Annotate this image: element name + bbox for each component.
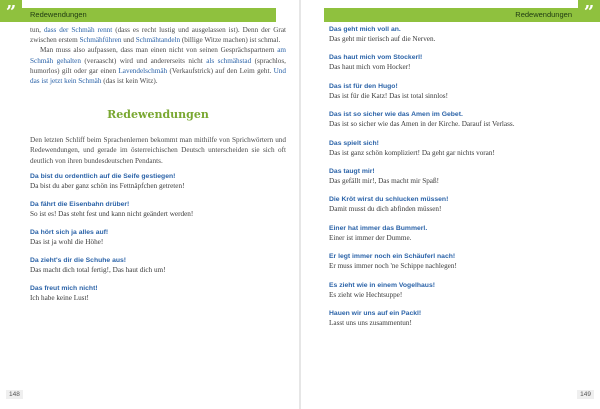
austrian-phrase: Es zieht wie in einem Vogelhaus! [329,281,436,289]
austrian-phrase: Einer hat immer das Bummerl. [329,224,428,232]
phrase-item [329,53,585,72]
german-equivalent: Das ist für die Katz! Das ist total sinnlos! [329,91,448,100]
highlighted-term: als schmähstad [206,56,252,65]
german-equivalent: Das haut mich vom Hocker! [329,63,411,72]
page-number: 148 [6,390,23,399]
austrian-phrase: Hauen wir uns auf ein Packl! [329,309,422,317]
german-equivalent: Das ist ja wohl die Höhe! [30,237,104,246]
paragraph-text: tun, [30,26,44,34]
left-page [0,0,299,409]
intro-paragraph: Den letzten Schliff beim Sprachenlernen bekommt man mithilfe von Sprichwörtern und Redewendungen, und gerade im österreichischen Deutsch unterscheiden sie sich oft deutlich von ihren bundesdeutschen Pendants. [30,136,286,165]
phrase-item [30,256,286,275]
phrase-list [329,25,585,328]
german-equivalent: Er muss immer noch 'ne Schippe nachlegen! [329,262,457,271]
paragraph-text: (billige Witze machen) ist schmal. [180,36,281,45]
german-equivalent: So ist es! Das steht fest und kann nicht geändert werden! [30,209,194,218]
german-equivalent: Das macht dich total fertig!, Das haut dich um! [30,265,166,274]
german-equivalent: Damit musst du dich abfinden müssen! [329,205,442,214]
phrase-item [329,309,585,328]
phrase-item [30,284,286,303]
german-equivalent: Das ist ganz schön kompliziert! Da geht gar nichts voran! [329,148,495,157]
paragraph-text: (das ist kein Witz). [101,77,158,86]
paragraph-1 [30,25,286,45]
austrian-phrase: Da fährt die Eisenbahn drüber! [30,200,130,208]
paragraph-text: und [121,36,136,45]
phrase-item [30,200,286,219]
highlighted-term: Schmähführen [79,36,122,45]
german-equivalent: Das geht mir tierisch auf die Nerven. [329,35,436,43]
austrian-phrase: Da bist du ordentlich auf die Seife gestiegen! [30,172,176,180]
german-equivalent: Das gefällt mir!, Das macht mir Spaß! [329,176,439,185]
left-text-column [30,25,286,312]
paragraph-text: (veraascht) wird und andererseits nicht [80,56,207,65]
austrian-phrase: Er legt immer noch ein Schäuferl nach! [329,253,456,261]
phrase-item [329,82,585,101]
quote-icon: ” [0,0,22,22]
page-number: 149 [577,390,594,399]
highlighted-term: dass der Schmäh rennt [43,26,113,34]
right-page [301,0,600,409]
phrase-item [329,252,585,271]
paragraph-text: (Verkaufstrick) auf den Leim geht. [167,66,274,75]
header-bar [324,8,600,22]
austrian-phrase: Das geht mich voll an. [329,26,401,33]
phrase-list [30,172,286,303]
header-title: Redewendungen [30,10,87,19]
phrase-item [329,25,585,44]
highlighted-term: Lavendelschmäh [118,66,168,75]
header-title: Redewendungen [515,10,572,19]
austrian-phrase: Das freut mich nicht! [30,284,98,292]
quote-icon: ” [578,0,600,22]
german-equivalent: Ich habe keine Lust! [30,293,89,302]
german-equivalent: Einer ist immer der Dumme. [329,233,412,242]
paragraph-text: (dass es recht lustig und ausgelassen ist). Denn der Grat zwischen erstem [30,26,287,45]
austrian-phrase: Die Kröt wirst du schlucken müssen! [329,196,449,204]
phrase-item [329,110,585,129]
highlighted-term: Schmähtandeln [135,36,181,45]
section-heading: Redewendungen [107,108,209,122]
austrian-phrase: Das ist für den Hugo! [329,82,398,90]
austrian-phrase: Das ist so sicher wie das Amen im Gebet. [329,111,463,119]
austrian-phrase: Da hört sich ja alles auf! [30,228,109,236]
austrian-phrase: Das taugt mir! [329,167,375,175]
highlighted-term: am Schmäh gehalten [30,46,286,65]
german-equivalent: Da bist du aber ganz schön ins Fettnäpfchen getreten! [30,181,185,190]
right-text-column [329,25,585,337]
phrase-item [329,281,585,300]
phrase-item [329,224,585,243]
phrase-item [30,228,286,247]
phrase-item [329,195,585,214]
phrase-item [329,167,585,186]
german-equivalent: Das ist so sicher wie das Amen in der Kirche. Darauf ist Verlass. [329,120,515,129]
german-equivalent: Lasst uns uns zusammentun! [329,318,412,327]
phrase-item [329,139,585,158]
german-equivalent: Es zieht wie Hechtsuppe! [329,290,403,299]
highlighted-term: Und das ist jetzt kein Schmäh [30,66,286,86]
austrian-phrase: Das haut mich vom Stockerl! [329,54,423,62]
paragraph-2 [30,45,286,86]
header-bar [0,8,276,22]
austrian-phrase: Da zieht's dir die Schuhe aus! [30,256,127,264]
paragraph-text: (sprachlos, humorlos) gilt oder gar einen [30,56,286,75]
austrian-phrase: Das spielt sich! [329,139,379,147]
paragraph-text: Man muss also aufpassen, dass man einen nicht von seinen Gesprächspartnern [40,46,278,55]
phrase-item [30,172,286,191]
